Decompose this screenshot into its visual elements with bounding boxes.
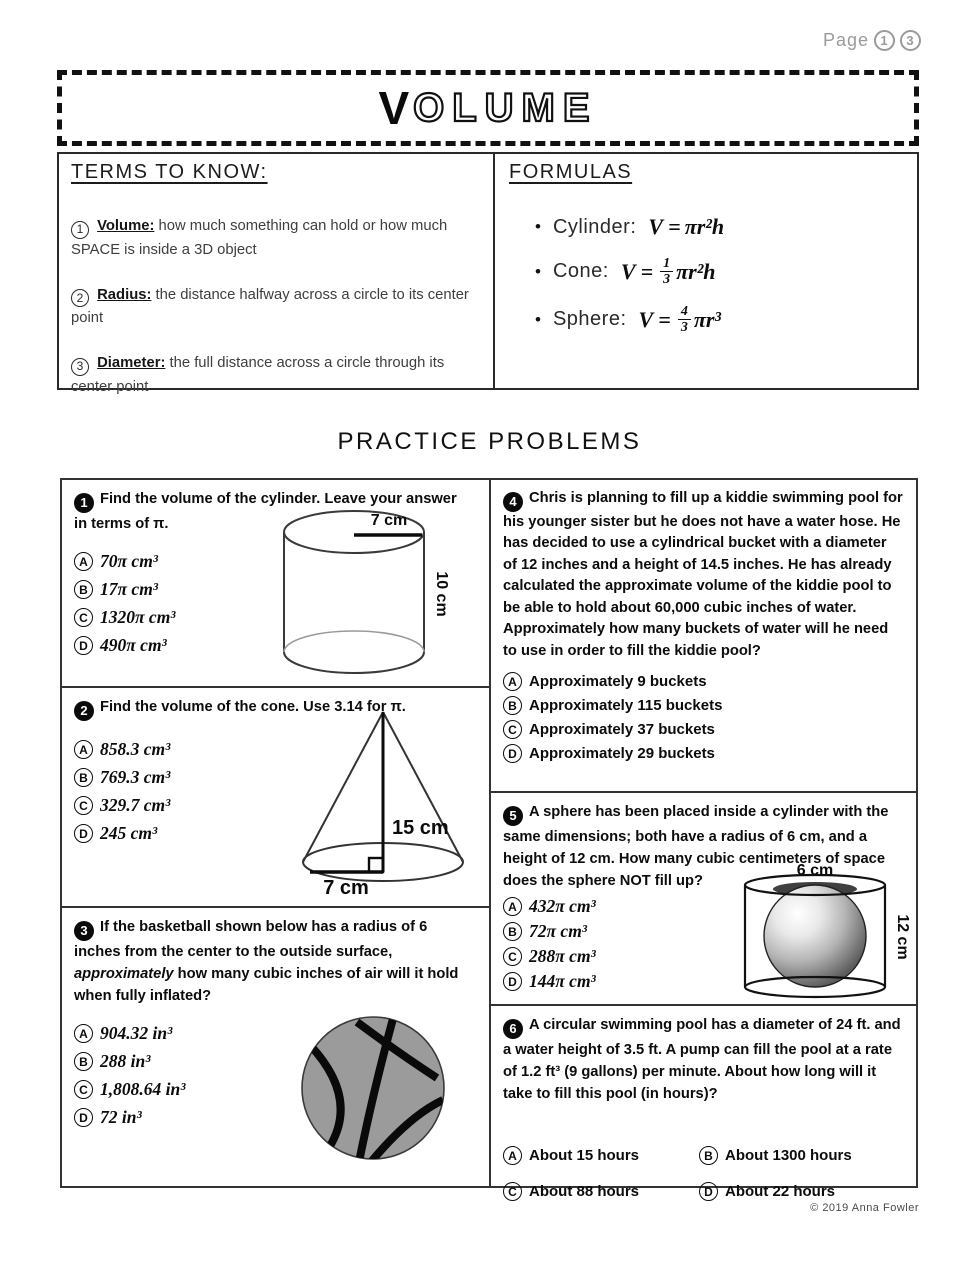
practice-problems-heading: PRACTICE PROBLEMS (337, 428, 642, 455)
problem-4-text: 4 Chris is planning to fill up a kiddie swimming pool for his younger sister but he does not have a water hose. He has decided to use a cylindrical bucket with a diameter of 12 inches and a height of 14.5 inches. He has already calculated the approximate volume of the kiddie pool to be able to hold about 60,000 cubic inches of water. Approximately how many buckets of water will he need to use in order to fill the kiddie pool? (503, 490, 903, 659)
problem-5-options (503, 896, 733, 992)
problem-1-number-badge: 1 (74, 493, 94, 513)
option-a (74, 551, 477, 572)
option-text: 490π cm³ (100, 635, 167, 655)
problems-grid (60, 478, 918, 1200)
option-letter-badge: C (74, 796, 93, 815)
cylinder-radius-label: 7 cm (370, 512, 408, 529)
problem-4-number-badge: 4 (503, 492, 523, 512)
option-b (503, 696, 904, 715)
formula-3-body: πr³ (693, 306, 721, 332)
option-text: About 1300 hours (725, 1147, 852, 1164)
term-diameter (71, 352, 481, 399)
option-text: 904.32 in³ (100, 1023, 173, 1043)
cone-radius-label: 7 cm (323, 877, 369, 899)
problem-5-cell (489, 791, 918, 1004)
option-letter-badge: D (699, 1182, 718, 1201)
term-3-number-badge: 3 (71, 358, 89, 376)
option-d (503, 971, 733, 992)
formulas-section (495, 154, 917, 388)
terms-heading: TERMS TO KNOW: (71, 161, 268, 183)
option-text: Approximately 115 buckets (529, 697, 723, 715)
option-d (74, 823, 477, 844)
title-box (57, 70, 919, 146)
term-3-definition: the full distance across a circle through its center point (71, 355, 445, 395)
formula-1-body: πr²h (684, 214, 725, 239)
option-c (74, 1079, 477, 1100)
option-c (74, 795, 477, 816)
formula-1-lead: V = (648, 214, 681, 239)
option-d (699, 1182, 904, 1201)
option-d (74, 635, 477, 656)
page-number-1-badge: 1 (874, 30, 895, 51)
title-first-letter: V (378, 82, 414, 134)
problem-6-cell (489, 1004, 918, 1200)
problem-4-cell (489, 478, 918, 791)
term-2-name: Radius: (97, 286, 152, 303)
option-c (503, 946, 733, 967)
problem-6-options (503, 1141, 904, 1206)
formula-2-expression (621, 256, 716, 288)
option-text: 432π cm³ (529, 896, 596, 916)
option-text: Approximately 9 buckets (529, 673, 707, 691)
option-text: 70π cm³ (100, 551, 159, 571)
problems-right-column (489, 478, 918, 1200)
option-a (503, 672, 904, 691)
problem-6-text: 6 A circular swimming pool has a diameter of 24 ft. and a water height of 3.5 ft. A pump can fill the pool at a rate of 1.2 ft³ (9 gallons) per minute. About how long will it take to fill this pool (in hours)? (503, 1017, 901, 1102)
problem-2-text: 2 Find the volume of the cone. Use 3.14 for π. (74, 696, 477, 721)
option-letter-badge: A (74, 1024, 93, 1043)
option-letter-badge: C (74, 608, 93, 627)
problem-6-number-badge: 6 (503, 1019, 523, 1039)
formula-2-shape: Cone: (552, 260, 609, 283)
option-letter-badge: C (503, 947, 522, 966)
problems-left-column (60, 478, 489, 1188)
cylinder-height-label: 10 cm (433, 571, 450, 617)
option-b (74, 579, 477, 600)
formula-cone (535, 256, 903, 288)
page-number-header (823, 30, 921, 51)
option-letter-badge: C (503, 1182, 522, 1201)
fraction: $\frac{1}{3}$ (660, 256, 673, 288)
term-1-name: Volume: (97, 218, 155, 234)
option-letter-badge: D (74, 636, 93, 655)
problem-1-cell (60, 478, 489, 686)
option-text: 72 in³ (100, 1107, 142, 1127)
option-d (74, 1107, 477, 1128)
option-text: 288π cm³ (529, 946, 596, 966)
term-2-number-badge: 2 (71, 289, 89, 307)
option-letter-badge: D (74, 1108, 93, 1127)
option-letter-badge: C (74, 1080, 93, 1099)
sphere-in-cylinder-figure (737, 863, 912, 1003)
option-text: 288 in³ (100, 1051, 151, 1071)
problem-2-options (74, 739, 477, 844)
problem-3-options (74, 1023, 477, 1128)
option-letter-badge: B (503, 696, 522, 715)
option-letter-badge: D (503, 744, 522, 763)
option-text: 1320π cm³ (100, 607, 176, 627)
option-letter-badge: A (74, 552, 93, 571)
option-c (503, 720, 904, 739)
formulas-heading: FORMULAS (509, 161, 633, 183)
problem-5-number-badge: 5 (503, 806, 523, 826)
option-letter-badge: D (74, 824, 93, 843)
option-letter-badge: B (74, 580, 93, 599)
formula-1-expression (648, 214, 724, 240)
option-a (503, 1146, 699, 1165)
problem-3-number-badge: 3 (74, 921, 94, 941)
option-text: 858.3 cm³ (100, 739, 171, 759)
option-text: Approximately 37 buckets (529, 721, 715, 739)
page-label: Page (822, 30, 869, 50)
option-text: 769.3 cm³ (100, 767, 171, 787)
formula-3-lead: V = (638, 306, 671, 332)
bullet-icon: • (535, 309, 541, 329)
option-d (503, 744, 904, 763)
formula-2-body: πr²h (676, 258, 716, 284)
formula-2-lead: V = (620, 258, 654, 284)
option-text: 329.7 cm³ (100, 795, 171, 815)
option-text: 144π cm³ (529, 971, 596, 991)
term-1-definition: how much something can hold or how much SPACE is inside a 3D object (71, 218, 448, 258)
bullet-icon: • (535, 261, 541, 281)
term-volume (71, 215, 481, 262)
problem-2-number-badge: 2 (74, 701, 94, 721)
option-text: About 15 hours (529, 1147, 640, 1164)
problem-3-cell (60, 906, 489, 1188)
terms-section (59, 154, 495, 395)
term-radius (71, 284, 481, 331)
option-b (699, 1146, 904, 1165)
cylinder-height-label: 12 cm (894, 914, 911, 960)
formula-cylinder (535, 214, 903, 240)
option-b (74, 1051, 477, 1072)
option-letter-badge: A (503, 672, 522, 691)
formula-3-expression (639, 304, 721, 336)
page-number-2-badge: 3 (900, 30, 921, 51)
option-letter-badge: B (74, 1052, 93, 1071)
option-letter-badge: A (503, 897, 522, 916)
cylinder-diameter-label: 6 cm (796, 862, 834, 879)
option-a (74, 739, 477, 760)
option-letter-badge: C (503, 720, 522, 739)
option-letter-badge: B (74, 768, 93, 787)
formula-1-shape: Cylinder: (552, 215, 637, 238)
option-text: Approximately 29 buckets (529, 745, 715, 763)
problem-1-options (74, 551, 477, 656)
option-b (503, 921, 733, 942)
option-c (74, 607, 477, 628)
problem-3-text: 3 If the basketball shown below has a radius of 6 inches from the center to the outside surface, approximately how many cubic inches of air will it hold when fully inflated? (74, 919, 459, 1004)
cone-height-label: 15 cm (392, 817, 449, 839)
term-3-name: Diameter: (97, 355, 166, 371)
option-text: About 88 hours (529, 1183, 640, 1200)
option-letter-badge: B (699, 1146, 718, 1165)
option-a (503, 896, 733, 917)
option-b (74, 767, 477, 788)
option-a (74, 1023, 477, 1044)
option-letter-badge: D (503, 972, 522, 991)
formula-sphere (535, 304, 903, 336)
option-letter-badge: B (503, 922, 522, 941)
option-text: 245 cm³ (100, 823, 158, 843)
problem-1-text: 1 Find the volume of the cylinder. Leave your answer in terms of π. (74, 491, 457, 532)
copyright-notice: © 2019 Anna Fowler (810, 1202, 919, 1214)
option-c (503, 1182, 699, 1201)
option-text: 1,808.64 in³ (100, 1079, 186, 1099)
term-2-definition: the distance halfway across a circle to its center point (71, 286, 469, 326)
bullet-icon: • (535, 217, 541, 236)
page-title: OLUME (413, 86, 598, 130)
problem-4-options (503, 672, 904, 763)
problem-5-text: 5 A sphere has been placed inside a cylinder with the same dimensions; both have a radius of 6 cm, and a height of 12 cm. How many cubic centimeters of space does the sphere NOT fill up? (503, 804, 889, 889)
terms-formulas-table (57, 152, 919, 395)
problem-2-cell (60, 686, 489, 906)
fraction: $\frac{4}{3}$ (678, 304, 691, 336)
option-text: About 22 hours (725, 1183, 836, 1200)
option-letter-badge: A (503, 1146, 522, 1165)
formula-3-shape: Sphere: (552, 308, 627, 331)
option-text: 72π cm³ (529, 921, 588, 941)
option-letter-badge: A (74, 740, 93, 759)
term-1-number-badge: 1 (71, 221, 89, 239)
option-text: 17π cm³ (100, 579, 159, 599)
